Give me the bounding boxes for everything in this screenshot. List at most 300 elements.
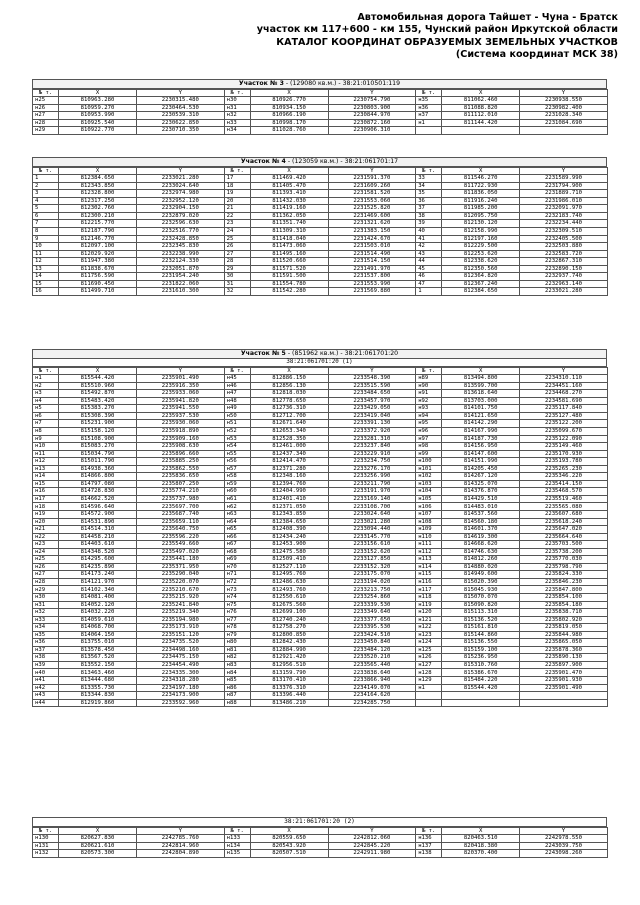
y-coordinate-cell: 2234581.690 [520,397,608,405]
point-number-cell: н112 [416,548,442,556]
x-coordinate-cell: 811144.420 [442,119,520,127]
x-coordinate-cell: 812029.920 [59,250,137,258]
y-coordinate-cell: 2235838.710 [520,609,608,617]
point-number-cell: н138 [416,850,442,858]
x-coordinate-cell: 812302.760 [59,205,137,213]
y-coordinate-cell: 2232238.990 [137,250,225,258]
y-coordinate-cell: 2235173.910 [137,624,225,632]
point-number-cell: н12 [33,458,59,466]
y-coordinate-cell: 2235901.470 [520,669,608,677]
x-coordinate-cell: 811419.160 [250,205,328,213]
point-number-cell: н30 [33,594,59,602]
point-number-cell: н85 [224,677,250,685]
x-coordinate-cell: 814081.400 [59,594,137,602]
x-header: X [59,367,137,375]
point-number-cell: н103 [416,480,442,488]
point-number-cell: 20 [224,197,250,205]
point-number-cell: н37 [416,112,442,120]
point-number-cell: н1 [33,375,59,383]
x-coordinate-cell: 811405.470 [250,182,328,190]
x-coordinate-cell: 815113.310 [442,609,520,617]
y-coordinate-cell: 2235170.930 [520,450,608,458]
x-coordinate-cell: 814052.120 [59,601,137,609]
y-coordinate-cell [520,692,608,700]
point-number-header: № т. [416,167,442,175]
y-coordinate-cell: 2231424.670 [328,235,416,243]
x-header: X [250,89,328,97]
x-header: X [442,827,520,835]
y-coordinate-cell: 2230754.790 [328,97,416,105]
x-coordinate-cell: 811418.040 [250,235,328,243]
x-coordinate-cell: 814101.750 [442,405,520,413]
x-coordinate-cell: 812956.510 [250,661,328,669]
x-coordinate-cell: 815492.870 [59,390,137,398]
table-row [33,397,608,405]
point-number-cell: 47 [416,280,442,288]
x-coordinate-cell: 814403.610 [59,541,137,549]
point-number-cell: 23 [224,220,250,228]
y-coordinate-cell: 2235099.670 [520,427,608,435]
y-coordinate-cell: 2235737.980 [137,495,225,503]
x-header: X [442,167,520,175]
x-coordinate-cell: 812453.900 [250,541,328,549]
y-coordinate-cell: 2232974.980 [137,190,225,198]
y-coordinate-cell: 2242804.890 [137,850,225,858]
x-coordinate-cell: 811309.310 [250,227,328,235]
x-coordinate-cell: 812475.580 [250,548,328,556]
point-number-cell: 24 [224,227,250,235]
x-coordinate-cell: 815231.900 [59,420,137,428]
x-coordinate-cell: 812778.650 [250,397,328,405]
x-coordinate-cell: 814205.450 [442,465,520,473]
x-coordinate-cell: 815011.790 [59,458,137,466]
y-coordinate-cell: 2242911.980 [328,850,416,858]
x-coordinate-cell: 812527.110 [250,563,328,571]
y-coordinate-cell: 2233838.640 [328,669,416,677]
point-number-cell: н77 [224,616,250,624]
point-number-cell: н25 [33,97,59,105]
point-number-cell: 30 [224,273,250,281]
x-coordinate-cell: 814295.600 [59,556,137,564]
y-coordinate-cell: 2230464.530 [137,104,225,112]
x-coordinate-cell: 810966.190 [250,112,328,120]
table-row [33,609,608,617]
point-number-cell: н113 [416,556,442,564]
x-coordinate-cell: 814376.870 [442,488,520,496]
x-coordinate-cell: 812350.560 [442,265,520,273]
point-number-cell: 1 [416,288,442,296]
point-number-header: № т. [224,89,250,97]
point-number-cell: 21 [224,205,250,213]
x-header: X [250,167,328,175]
table-row [33,533,608,541]
y-coordinate-cell: 2234451.160 [520,382,608,390]
y-coordinate-cell: 2235908.630 [137,443,225,451]
y-coordinate-cell: 2235122.200 [520,420,608,428]
x-coordinate-cell: 810922.770 [59,127,137,135]
point-number-cell: н31 [224,104,250,112]
point-number-cell: н65 [224,526,250,534]
x-coordinate-cell: 811351.740 [250,220,328,228]
table-row [33,594,608,602]
x-coordinate-cell: 814662.520 [59,495,137,503]
y-coordinate-cell: 2233211.790 [328,480,416,488]
y-coordinate-cell: 2233349.640 [328,609,416,617]
x-coordinate-cell: 814949.600 [442,571,520,579]
point-number-cell: н104 [416,488,442,496]
y-coordinate-cell: 2235117.840 [520,405,608,413]
table-row [33,450,608,458]
table-row [33,112,608,120]
y-coordinate-cell: 2233127.850 [328,556,416,564]
point-number-cell: 1 [33,175,59,183]
x-coordinate-cell: 815161.810 [442,624,520,632]
y-coordinate-cell: 2235441.180 [137,556,225,564]
point-number-header: № т. [416,89,442,97]
x-coordinate-cell: 815386.670 [442,669,520,677]
point-number-cell: н48 [224,397,250,405]
y-coordinate-cell: 2234164.620 [328,692,416,700]
x-coordinate-cell [442,127,520,135]
plot-5-part-1-table [32,367,608,708]
x-header: X [59,89,137,97]
y-coordinate-cell: 2233515.590 [328,382,416,390]
x-coordinate-cell: 812758.270 [250,624,328,632]
y-coordinate-cell: 2232937.740 [520,273,608,281]
column-header-row [33,167,608,175]
point-number-cell: н123 [416,631,442,639]
point-number-header: № т. [416,827,442,835]
point-number-cell: н23 [33,541,59,549]
x-coordinate-cell: 812384.650 [250,518,328,526]
point-number-cell: 43 [416,250,442,258]
point-number-cell: 5 [33,205,59,213]
x-coordinate-cell: 812842.430 [250,639,328,647]
point-number-cell: 9 [33,235,59,243]
y-coordinate-cell: 2233424.510 [328,631,416,639]
table-row [33,631,608,639]
point-number-header: № т. [33,89,59,97]
table-row [33,273,608,281]
x-coordinate-cell: 820543.920 [250,842,328,850]
x-coordinate-cell: 812338.620 [442,258,520,266]
point-number-cell: н42 [33,684,59,692]
point-number-cell: н116 [416,578,442,586]
x-coordinate-cell: 814531.890 [59,518,137,526]
y-header: Y [328,827,416,835]
point-number-cell: н36 [33,639,59,647]
point-number-cell: н115 [416,571,442,579]
x-coordinate-cell: 812921.420 [250,654,328,662]
y-coordinate-cell: 2230315.480 [137,97,225,105]
x-coordinate-cell: 811554.780 [250,280,328,288]
table-row [33,661,608,669]
point-number-cell: н74 [224,594,250,602]
point-number-cell: н84 [224,669,250,677]
table-row [33,405,608,413]
table-row [33,684,608,692]
x-coordinate-cell: 812740.240 [250,616,328,624]
y-coordinate-cell: 2235607.680 [520,510,608,518]
y-coordinate-cell: 2233229.910 [328,450,416,458]
y-coordinate-cell: 2242785.760 [137,835,225,843]
y-coordinate-cell: 2233021.280 [137,175,225,183]
x-coordinate-cell: 812437.340 [250,450,328,458]
point-number-cell: н1 [416,684,442,692]
plot-5-part-2-label: 38:21:061701:20 (2) [32,817,607,827]
y-coordinate-cell: 2235127.480 [520,412,608,420]
table-row [33,495,608,503]
y-header: Y [520,827,608,835]
y-coordinate-cell: 2235798.790 [520,563,608,571]
x-coordinate-cell: 815158.120 [59,427,137,435]
point-number-cell: 4 [33,197,59,205]
x-coordinate-cell: 812401.410 [250,495,328,503]
plot-4-info: - (123059 кв.м.) - 38:21:061701:17 [285,158,399,165]
y-coordinate-cell: 2235697.700 [137,503,225,511]
point-number-cell: н32 [33,609,59,617]
point-number-cell: н35 [33,631,59,639]
point-number-cell: 36 [416,197,442,205]
y-coordinate-cell: 2233021.280 [328,518,416,526]
y-coordinate-cell: 2233429.050 [328,405,416,413]
point-number-cell [416,692,442,700]
point-number-cell: 29 [224,265,250,273]
x-coordinate-cell: 812384.650 [442,288,520,296]
y-coordinate-cell: 2233450.840 [328,639,416,647]
table-row [33,503,608,511]
table-row [33,556,608,564]
y-coordinate-cell: 2231469.600 [328,212,416,220]
x-coordinate-cell: 814429.510 [442,495,520,503]
point-number-cell: н110 [416,533,442,541]
x-coordinate-cell: 811393.410 [250,190,328,198]
table-row [33,427,608,435]
y-header: Y [328,367,416,375]
column-header-row [33,367,608,375]
table-row [33,190,608,198]
x-coordinate-cell: 813567.520 [59,654,137,662]
y-coordinate-cell: 2234285.750 [328,699,416,707]
point-number-cell: 46 [416,273,442,281]
y-coordinate-cell: 2233419.040 [328,412,416,420]
x-coordinate-cell: 812253.620 [442,250,520,258]
x-coordinate-cell: 812371.280 [250,465,328,473]
x-coordinate-cell: 814167.990 [442,427,520,435]
road-title: Автомобильная дорога Тайшет - Чуна - Братск [357,12,618,23]
y-coordinate-cell: 2235596.220 [137,533,225,541]
point-number-cell: н46 [224,382,250,390]
point-number-cell: 41 [416,235,442,243]
y-coordinate-cell: 2235916.350 [137,382,225,390]
point-number-cell: н73 [224,586,250,594]
point-number-cell: н34 [33,624,59,632]
y-coordinate-cell: 2233152.320 [328,563,416,571]
point-number-cell: 45 [416,265,442,273]
y-coordinate-cell: 2235941.550 [137,405,225,413]
point-number-cell: 27 [224,250,250,258]
x-coordinate-cell: 815159.100 [442,646,520,654]
x-coordinate-cell: 814059.610 [59,616,137,624]
table-row [33,197,608,205]
table-row [33,420,608,428]
point-number-cell: н55 [224,450,250,458]
point-number-cell: н14 [33,473,59,481]
y-header: Y [137,167,225,175]
table-row [33,563,608,571]
table-row [33,127,608,135]
point-number-cell: н21 [33,526,59,534]
x-coordinate-cell: 814173.240 [59,571,137,579]
point-number-cell: н95 [416,420,442,428]
point-number-cell: 14 [33,273,59,281]
plot-4-title [32,157,607,167]
point-number-cell: н6 [33,412,59,420]
point-number-header: № т. [224,827,250,835]
point-number-cell: н106 [416,503,442,511]
x-coordinate-cell: 812493.760 [250,586,328,594]
plot-3-table [32,89,608,135]
x-coordinate-cell: 812886.150 [250,375,328,383]
x-coordinate-cell: 812434.240 [250,533,328,541]
y-coordinate-cell: 2235901.490 [137,375,225,383]
plot-4-section [32,157,607,296]
x-coordinate-cell: 815144.860 [442,631,520,639]
y-coordinate-cell: 2233276.170 [328,465,416,473]
table-row [33,601,608,609]
y-header: Y [520,89,608,97]
y-coordinate-cell: 2235896.660 [137,450,225,458]
y-coordinate-cell: 2235909.160 [137,435,225,443]
x-coordinate-cell: 812653.340 [250,427,328,435]
y-coordinate-cell: 2232963.140 [520,280,608,288]
point-number-cell: н11 [33,450,59,458]
y-coordinate-cell: 2233234.750 [328,458,416,466]
x-coordinate-cell: 814812.260 [442,556,520,564]
table-row [33,510,608,518]
y-coordinate-cell: 2231514.150 [328,258,416,266]
point-number-cell: н117 [416,586,442,594]
y-header: Y [137,89,225,97]
point-number-cell: н75 [224,601,250,609]
point-number-cell: 16 [33,288,59,296]
y-coordinate-cell: 2232516.770 [137,227,225,235]
x-coordinate-cell: 810953.990 [59,112,137,120]
x-coordinate-cell: 814325.070 [442,480,520,488]
y-coordinate-cell: 2233254.860 [328,594,416,602]
y-coordinate-cell [520,127,608,135]
point-number-cell: н114 [416,563,442,571]
y-coordinate-cell: 2232309.510 [520,227,608,235]
x-coordinate-cell: 811062.460 [442,97,520,105]
point-number-cell: н86 [224,684,250,692]
point-number-cell: н101 [416,465,442,473]
y-coordinate-cell: 2230622.850 [137,119,225,127]
x-coordinate-cell: 815136.520 [442,616,520,624]
x-coordinate-cell: 820621.610 [59,842,137,850]
point-number-cell: 2 [33,182,59,190]
point-number-cell: н131 [33,842,59,850]
x-coordinate-cell: 812300.210 [59,212,137,220]
x-coordinate-cell: 815544.420 [442,684,520,692]
x-coordinate-cell: 812187.790 [59,227,137,235]
x-coordinate-cell: 815308.390 [59,412,137,420]
x-coordinate-cell: 814601.370 [442,526,520,534]
x-coordinate-cell: 815108.900 [59,435,137,443]
y-coordinate-cell: 2233194.020 [328,578,416,586]
point-number-cell: н36 [416,104,442,112]
point-number-cell: н105 [416,495,442,503]
x-coordinate-cell: 810934.150 [250,104,328,112]
y-coordinate-cell: 2235770.030 [520,556,608,564]
point-number-cell: н136 [416,835,442,843]
x-coordinate-cell: 815236.950 [442,654,520,662]
x-coordinate-cell: 812528.350 [250,435,328,443]
y-coordinate-cell: 2232345.830 [137,243,225,251]
x-coordinate-cell: 814746.630 [442,548,520,556]
x-coordinate-cell: 815310.760 [442,661,520,669]
y-coordinate-cell: 2235862.550 [137,465,225,473]
point-number-cell: 34 [416,182,442,190]
y-coordinate-cell: 2233339.530 [328,601,416,609]
y-coordinate-cell: 2233213.750 [328,586,416,594]
point-number-cell: н126 [416,654,442,662]
x-coordinate-cell: 814187.730 [442,435,520,443]
x-coordinate-cell: 812317.250 [59,197,137,205]
x-coordinate-cell: 812486.630 [250,578,328,586]
point-number-cell: н89 [416,375,442,383]
y-coordinate-cell: 2234468.270 [520,390,608,398]
y-coordinate-cell: 2230539.310 [137,112,225,120]
plot-5-info: - (851962 кв.м.) - 38:21:061701:20 [285,350,399,357]
y-coordinate-cell: 2235664.640 [520,533,608,541]
point-number-cell: н72 [224,578,250,586]
coordinate-system: (Система координат МСК 38) [455,49,618,61]
x-coordinate-cell: 814596.640 [59,503,137,511]
y-coordinate-cell: 2235371.950 [137,563,225,571]
y-coordinate-cell: 2233024.640 [328,510,416,518]
point-number-cell: н24 [33,548,59,556]
x-coordinate-cell: 812800.850 [250,631,328,639]
x-coordinate-cell: 820370.400 [442,850,520,858]
table-row [33,473,608,481]
point-number-cell: н130 [33,835,59,843]
x-coordinate-cell: 813486.210 [250,699,328,707]
y-coordinate-cell: 2234318.280 [137,677,225,685]
y-coordinate-cell: 2232234.440 [520,220,608,228]
document-header [257,12,618,62]
y-coordinate-cell: 2232183.740 [520,212,608,220]
x-coordinate-cell: 812097.100 [59,243,137,251]
plot-3-title [32,79,607,89]
x-coordinate-cell: 812348.160 [250,473,328,481]
point-number-cell: н13 [33,465,59,473]
y-coordinate-cell: 2235933.060 [137,390,225,398]
x-coordinate-cell: 814068.700 [59,624,137,632]
point-number-cell: н32 [224,112,250,120]
y-coordinate-cell: 2233094.440 [328,526,416,534]
x-coordinate-cell: 812461.000 [250,443,328,451]
point-number-cell: н49 [224,405,250,413]
x-coordinate-cell: 815045.930 [442,586,520,594]
x-coordinate-cell: 814121.970 [59,578,137,586]
x-coordinate-cell: 812130.120 [442,220,520,228]
point-number-cell: н18 [33,503,59,511]
x-coordinate-cell: 812384.650 [59,175,137,183]
table-row [33,578,608,586]
table-row [33,390,608,398]
point-number-cell: н10 [33,443,59,451]
